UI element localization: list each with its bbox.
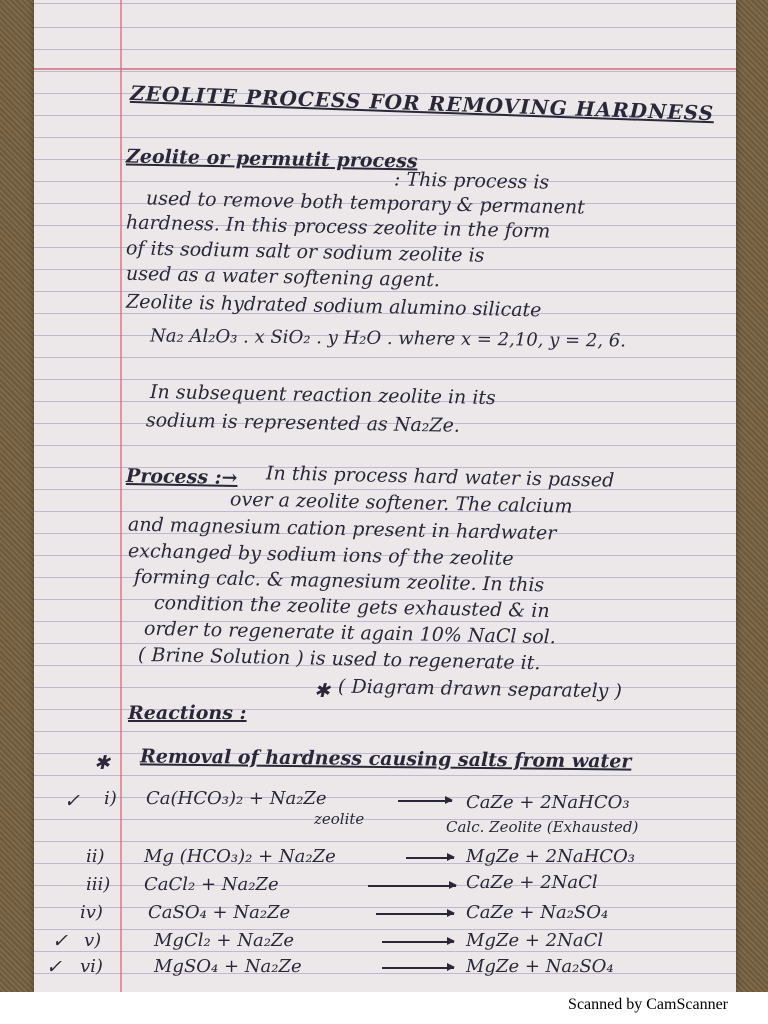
star-mark: ✱ (314, 680, 330, 702)
reaction-products: MgZe + 2NaCl (466, 930, 604, 951)
star-mark: ✱ (94, 752, 110, 774)
reaction-products: CaZe + 2NaHCO₃ (466, 792, 630, 813)
diagram-note: ( Diagram drawn separately ) (337, 675, 623, 703)
intro-line-1: : This process is (393, 168, 550, 194)
intro-line-5: used as a water softening agent. (125, 262, 441, 292)
reaction-arrow (398, 800, 452, 802)
reaction-number: vi) (80, 956, 103, 977)
reactant-note: zeolite (314, 810, 365, 828)
reaction-arrow (382, 941, 454, 943)
reaction-number: iii) (86, 874, 111, 895)
reaction-number: iv) (80, 902, 103, 923)
process-line-2: over a zeolite softener. The calcium (229, 488, 573, 518)
reaction-number: i) (104, 788, 117, 809)
zeolite-formula: Na₂ Al₂O₃ . x SiO₂ . y H₂O . where x = 2,10, y = 2, 6. (149, 325, 627, 352)
process-line-4: exchanged by sodium ions of the zeolite (127, 539, 514, 571)
reaction-reactants: CaSO₄ + Na₂Ze (148, 902, 291, 923)
scanner-credit: Scanned by CamScanner (568, 996, 728, 1013)
process-line-6: condition the zeolite gets exhausted & in (153, 591, 550, 623)
process-line-1: In this process hard water is passed (265, 462, 615, 492)
reaction-products: MgZe + 2NaHCO₃ (466, 846, 636, 867)
reaction-products: CaZe + 2NaCl (466, 872, 598, 893)
check-mark: ✓ (64, 790, 80, 812)
reaction-arrow (376, 913, 454, 915)
reaction-number: ii) (86, 846, 105, 867)
intro-line-4: of its sodium salt or sodium zeolite is (125, 237, 485, 267)
reaction-products: CaZe + Na₂SO₄ (466, 902, 609, 923)
representation-line-2: sodium is represented as Na₂Ze. (145, 409, 461, 437)
intro-line-6: Zeolite is hydrated sodium alumino silicate (125, 290, 542, 322)
reaction-reactants: MgCl₂ + Na₂Ze (154, 930, 295, 951)
product-note: Calc. Zeolite (Exhausted) (446, 818, 639, 836)
reaction-arrow (382, 967, 454, 969)
process-line-5: forming calc. & magnesium zeolite. In this (133, 565, 545, 597)
process-line-7: order to regenerate it again 10% NaCl sol. (143, 617, 556, 649)
scan-footer (0, 992, 768, 1024)
process-line-3: and magnesium cation present in hardwater (127, 513, 557, 545)
check-mark: ✓ (52, 930, 68, 952)
representation-line-1: In subsequent reaction zeolite in its (149, 380, 496, 410)
reaction-reactants: CaCl₂ + Na₂Ze (144, 874, 279, 895)
handwritten-notes (34, 0, 736, 992)
reactions-subheading: Removal of hardness causing salts from water (139, 745, 632, 773)
intro-line-3: hardness. In this process zeolite in the form (125, 211, 551, 243)
reaction-arrow (368, 885, 456, 887)
reactions-heading: Reactions : (128, 702, 247, 724)
intro-heading: Zeolite or permutit process (125, 145, 418, 173)
check-mark: ✓ (46, 956, 62, 978)
reaction-arrow (406, 857, 454, 859)
reaction-reactants: MgSO₄ + Na₂Ze (154, 956, 302, 977)
reaction-products: MgZe + Na₂SO₄ (466, 956, 614, 977)
reaction-number: v) (84, 930, 102, 951)
process-heading: Process :→ (125, 465, 238, 489)
intro-line-2: used to remove both temporary & permanent (145, 187, 585, 219)
reaction-reactants: Mg (HCO₃)₂ + Na₂Ze (144, 846, 336, 867)
process-line-8: ( Brine Solution ) is used to regenerate it. (137, 643, 541, 675)
reaction-reactants: Ca(HCO₃)₂ + Na₂Ze (146, 788, 327, 809)
page-title: ZEOLITE PROCESS FOR REMOVING HARDNESS (129, 80, 715, 126)
